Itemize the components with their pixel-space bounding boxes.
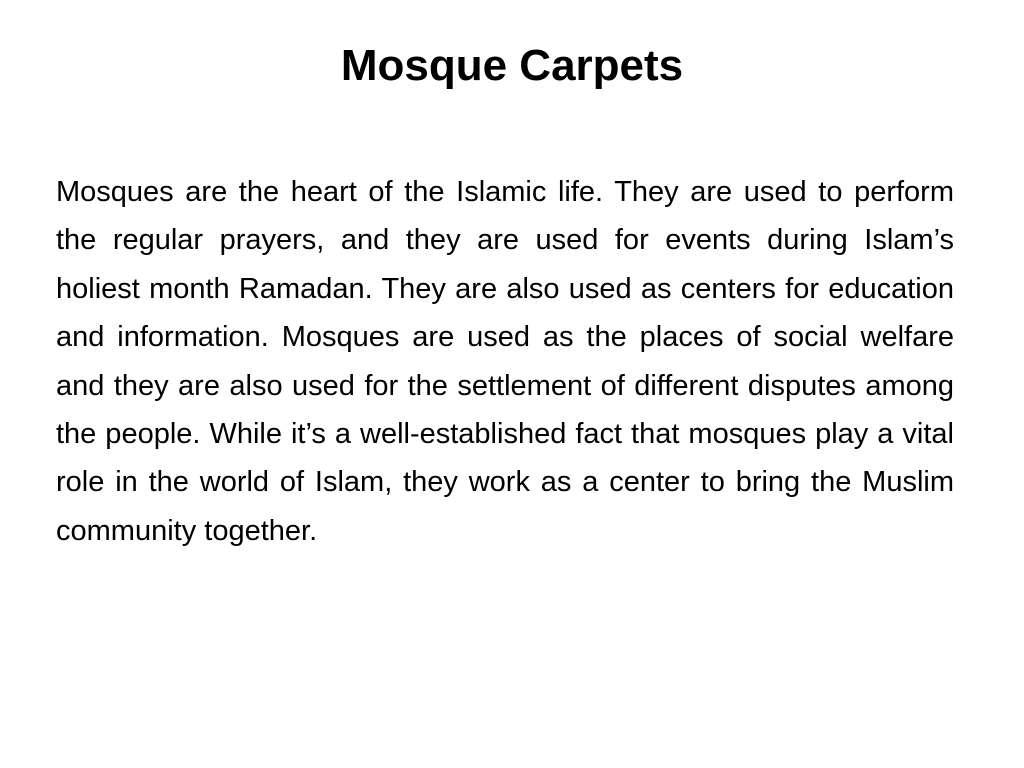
- slide-body-text: Mosques are the heart of the Islamic life. They are used to perform the regular prayers, and they are used for events during Islam’s holiest month Ramadan. They are also used as centers for education and information. Mosques are used as the places of social welfare and they are also used for the settlement of different disputes among the people. While it’s a well-established fact that mosques play a vital role in the world of Islam, they work as a center to bring the Muslim community together.: [56, 176, 954, 547]
- slide-title: Mosque Carpets: [340, 41, 684, 90]
